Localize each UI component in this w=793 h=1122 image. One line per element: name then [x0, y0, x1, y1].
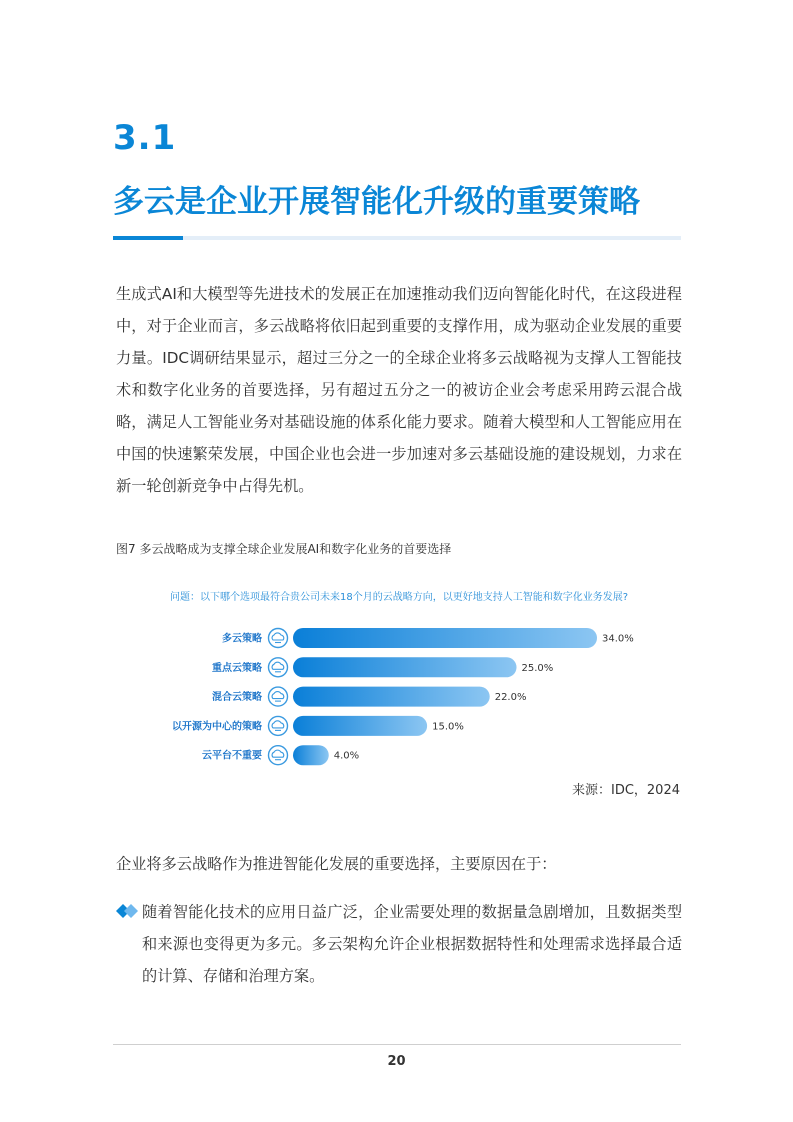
cloud-icon	[269, 629, 288, 648]
section-title: 多云是企业开展智能化升级的重要策略	[113, 184, 640, 220]
bullet-item	[116, 896, 682, 992]
value-label: 25.0%	[521, 662, 554, 674]
category-label: 云平台不重要	[202, 750, 262, 762]
bullet-text: 随着智能化技术的应用日益广泛，企业需要处理的数据量急剧增加，且数据类型和来源也变得更为多元。多云架构允许企业根据数据特性和处理需求选择最合适的计算、存储和治理方案。	[142, 903, 682, 985]
bar	[293, 745, 329, 765]
open-source-icon	[269, 716, 288, 735]
title-divider	[113, 236, 681, 240]
category-label: 混合云策略	[212, 692, 262, 704]
value-label: 4.0%	[333, 750, 360, 762]
category-label: 重点云策略	[212, 662, 262, 674]
hybrid-cloud-icon	[269, 687, 288, 706]
value-label: 22.0%	[494, 692, 527, 704]
survey-question: 问题：以下哪个选项最符合贵公司未来18个月的云战略方向，以更好地支持人工智能和数字化业务发展?	[169, 592, 629, 603]
cloud-target-icon	[269, 658, 288, 677]
category-label: 多云策略	[222, 633, 262, 645]
footer-divider	[113, 1044, 681, 1045]
category-label: 以开源为中心的策略	[172, 721, 262, 733]
reasons-intro: 企业将多云战略作为推进智能化发展的重要选择，主要原因在于：	[116, 855, 557, 873]
cloud-platform-icon	[269, 746, 288, 765]
figure-caption: 图7 多云战略成为支撑全球企业发展AI和数字化业务的首要选择	[116, 542, 452, 556]
section-number: 3.1	[113, 118, 177, 158]
value-label: 34.0%	[602, 633, 634, 645]
diamond-bullet-icon	[116, 904, 138, 918]
page-number: 20	[387, 1054, 406, 1069]
bar	[293, 716, 427, 736]
bar	[293, 628, 597, 648]
intro-paragraph: 生成式AI和大模型等先进技术的发展正在加速推动我们迈向智能化时代，在这段进程中，对于企业而言，多云战略将依旧起到重要的支撑作用，成为驱动企业发展的重要力量。IDC调研结果显示，超过三分之一的全球企业将多云战略视为支撑人工智能技术和数字化业务的首要选择，另有超过五分之一的被访企业会考虑采用跨云混合战略，满足人工智能业务对基础设施的体系化能力要求。随着大模型和人工智能应用在中国的快速繁荣发展，中国企业也会进一步加速对多云基础设施的建设规划，力求在新一轮创新竞争中占得先机。	[116, 285, 682, 495]
bar	[293, 687, 490, 707]
bar	[293, 657, 517, 677]
figure-source: 来源：IDC，2024	[571, 783, 680, 798]
value-label: 15.0%	[432, 721, 464, 733]
title-divider-accent	[113, 236, 183, 240]
